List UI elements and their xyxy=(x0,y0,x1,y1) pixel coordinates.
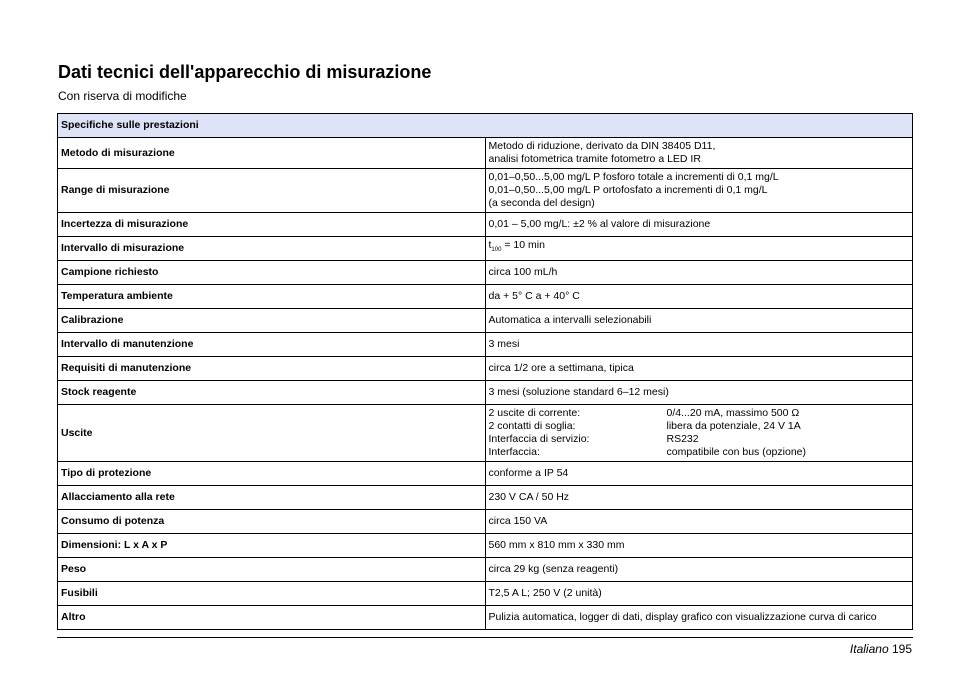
table-header: Specifiche sulle prestazioni xyxy=(58,114,913,138)
spec-key: Consumo di potenza xyxy=(58,510,486,534)
table-row xyxy=(58,510,913,534)
spec-key: Requisiti di manutenzione xyxy=(58,357,486,381)
spec-value: circa 150 VA xyxy=(485,510,913,534)
spec-key: Peso xyxy=(58,558,486,582)
spec-key: Metodo di misurazione xyxy=(58,138,486,169)
spec-key: Incertezza di misurazione xyxy=(58,213,486,237)
spec-value: Pulizia automatica, logger di dati, display grafico con visualizzazione curva di carico xyxy=(485,606,913,630)
table-header-row xyxy=(58,114,913,138)
spec-value: 0,01 – 5,00 mg/L: ±2 % al valore di misurazione xyxy=(485,213,913,237)
spec-value: Automatica a intervalli selezionabili xyxy=(485,309,913,333)
spec-key: Uscite xyxy=(58,405,486,462)
spec-value: circa 1/2 ore a settimana, tipica xyxy=(485,357,913,381)
table-row xyxy=(58,138,913,169)
specifications-table xyxy=(57,113,913,630)
spec-value: Metodo di riduzione, derivato da DIN 38405 D11, analisi fotometrica tramite fotometro a LED IR xyxy=(485,138,913,169)
spec-key: Intervallo di misurazione xyxy=(58,237,486,261)
page-number: 195 xyxy=(891,642,912,656)
table-row xyxy=(58,534,913,558)
spec-value: conforme a IP 54 xyxy=(485,462,913,486)
table-row xyxy=(58,309,913,333)
spec-key: Fusibili xyxy=(58,582,486,606)
spec-value xyxy=(485,405,913,462)
page-subtitle: Con riserva di modifiche xyxy=(58,89,187,103)
table-row xyxy=(58,237,913,261)
spec-key: Stock reagente xyxy=(58,381,486,405)
table-row xyxy=(58,285,913,309)
spec-value: $t_{100} = 10$ min xyxy=(485,237,913,261)
spec-key: Temperatura ambiente xyxy=(58,285,486,309)
table-row xyxy=(58,381,913,405)
table-row xyxy=(58,405,913,462)
spec-value: circa 29 kg (senza reagenti) xyxy=(485,558,913,582)
spec-value: 3 mesi (soluzione standard 6–12 mesi) xyxy=(485,381,913,405)
spec-key: Altro xyxy=(58,606,486,630)
spec-key: Intervallo di manutenzione xyxy=(58,333,486,357)
table-row xyxy=(58,606,913,630)
spec-key: Range di misurazione xyxy=(58,169,486,213)
table-row xyxy=(58,357,913,381)
spec-key: Dimensioni: L x A x P xyxy=(58,534,486,558)
spec-key: Tipo di protezione xyxy=(58,462,486,486)
spec-value: da + 5° C a + 40° C xyxy=(485,285,913,309)
spec-key: Campione richiesto xyxy=(58,261,486,285)
table-row xyxy=(58,261,913,285)
outputs-list: 2 uscite di corrente: 0/4...20 mA, massimo 500 Ω 2 contatti di soglia: libera da potenziale, 24 V 1A Interfaccia di servizio: RS232 Interfaccia: compatibile con bus (opzione) xyxy=(488,407,806,458)
page-footer xyxy=(850,642,912,656)
spec-key: Allacciamento alla rete xyxy=(58,486,486,510)
spec-key: Calibrazione xyxy=(58,309,486,333)
table-row xyxy=(58,462,913,486)
spec-value: 3 mesi xyxy=(485,333,913,357)
table-row xyxy=(58,213,913,237)
table-row xyxy=(58,169,913,213)
spec-value: 230 V CA / 50 Hz xyxy=(485,486,913,510)
spec-value: T2,5 A L; 250 V (2 unità) xyxy=(485,582,913,606)
spec-value: circa 100 mL/h xyxy=(485,261,913,285)
footer-divider xyxy=(57,637,913,638)
spec-value: 0,01–0,50...5,00 mg/L P fosforo totale a incrementi di 0,1 mg/L 0,01–0,50...5,00 mg/L P ortofosfato a incrementi di 0,1 mg/L (a seconda del design) xyxy=(485,169,913,213)
spec-value: 560 mm x 810 mm x 330 mm xyxy=(485,534,913,558)
table-row xyxy=(58,486,913,510)
table-row xyxy=(58,333,913,357)
table-row xyxy=(58,558,913,582)
page-title: Dati tecnici dell'apparecchio di misurazione xyxy=(58,62,432,82)
footer-language: Italiano xyxy=(849,642,889,656)
table-row xyxy=(58,582,913,606)
